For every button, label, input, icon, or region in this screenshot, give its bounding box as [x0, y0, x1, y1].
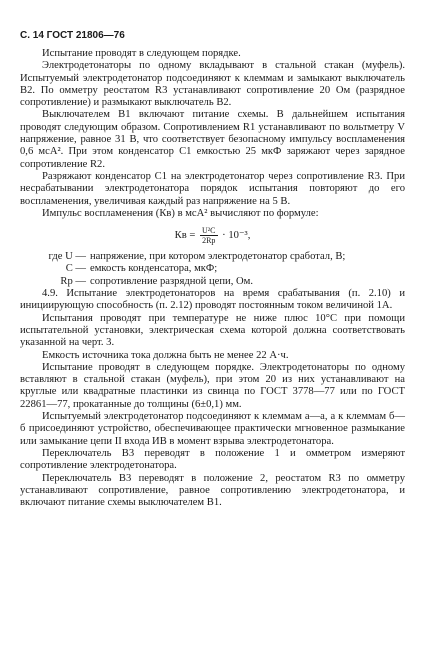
paragraph: Испытания проводят при температуре не ниже плюс 10°С при помощи испытательной установки, электрическая схема которой должна соответствовать указанной на черт. 3. [20, 312, 405, 349]
paragraph: Испытуемый электродетонатор подсоединяют к клеммам а—а, а к клеммам б—б присоединяют устройство, обеспечивающее практически мгновенное размыкание или замыкание цепи II входа ИВ в момент взрыва электродетонатора. [20, 411, 405, 447]
formula-denominator: 2Rр [202, 236, 216, 246]
definition-symbol: где U — [48, 251, 86, 263]
paragraph: 4.9. Испытание электродетонаторов на время срабатывания (п. 2.10) и инициирующую способность (п. 2.12) проводят постоянным током величиной 1А. [20, 288, 405, 312]
paragraph: Электродетонаторы по одному вкладывают в стальной стакан (муфель). Испытуемый электродетонатор подсоединяют к клеммам и замыкают выключатель В2. По омметру реостатом R3 устанавливают сопротивление 20 Ом (разрядное сопротивление) и размыкают выключатель В2. [20, 60, 405, 109]
page-header: С. 14 ГОСТ 21806—76 [20, 30, 125, 41]
paragraph: Испытание проводят в следующем порядке. Электродетонаторы по одному вставляют в стальной стакан (муфель), при этом 20 из них устанавливают на круглые или квадратные пластинки из свинца по ГОСТ 3778—77 или по ГОСТ 22861—77, прокатанные до толщины (6±0,1) мм. [20, 361, 405, 410]
definition-item [20, 276, 405, 288]
definition-text: сопротивление разрядной цепи, Ом. [90, 275, 253, 287]
definition-symbol: Rр — [60, 275, 86, 287]
paragraph: Выключателем В1 включают питание схемы. В дальнейшем испытания проводят следующим образом. Сопротивлением R1 устанавливают по вольтметру V напряжение, равное 31 В, что соответствует безопасному импульсу воспламенения 0,6 мсА². При этом конденсатор С1 емкостью 25 мкФ заряжают через зарядное сопротивление R2. [20, 109, 405, 170]
formula-numerator: U²C [202, 226, 216, 236]
formula-lhs: Кв = [174, 230, 196, 242]
paragraph: Импульс воспламенения (Кв) в мсА² вычисляют по формуле: [42, 207, 319, 219]
paragraph: Разряжают конденсатор С1 на электродетонатор через сопротивление R3. При несрабатывании электродетонатора порядок испытания повторяют до его воспламенения, увеличивая каждый раз напряжение на 5 В. [20, 170, 405, 207]
paragraph: Емкость источника тока должна быть не менее 22 А·ч. [42, 349, 289, 361]
paragraph: Переключатель В3 переводят в положение 2, реостатом R3 по омметру устанавливают сопротивление, равное сопротивлению электродетонатора, и включают питание схемы выключателем В1. [20, 472, 405, 509]
definition-item [20, 263, 405, 275]
paragraph: Переключатель В3 переводят в положение 1 и омметром измеряют сопротивление электродетонатора. [20, 447, 405, 472]
paragraph: Испытание проводят в следующем порядке. [42, 48, 241, 59]
definition-symbol: С — [65, 263, 86, 275]
definition-item [20, 251, 405, 263]
formula [20, 226, 405, 245]
definition-text: напряжение, при котором электродетонатор сработал, В; [90, 251, 346, 263]
document-body [20, 48, 405, 509]
definition-text: емкость конденсатора, мкФ; [90, 263, 218, 275]
formula-rhs: · 10⁻³, [222, 230, 251, 242]
formula-fraction [200, 226, 218, 245]
